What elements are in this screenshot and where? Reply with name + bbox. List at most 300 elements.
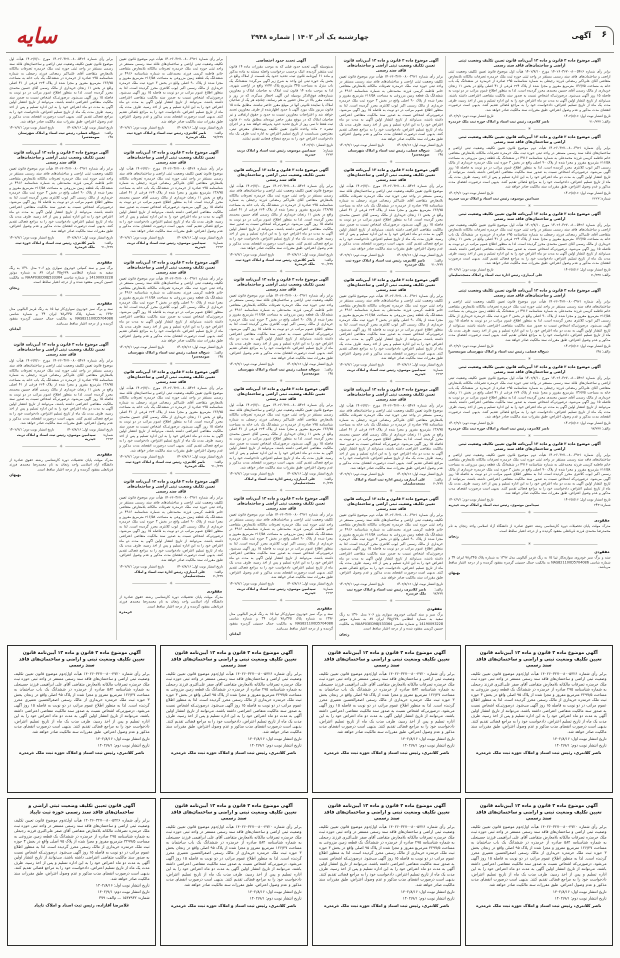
reference-number: م‌الف: ۱۴۵ [104, 131, 114, 140]
publish-date-second: تاریخ انتشار نوبت دوم: ۱۴۰۲/۹/۱ [448, 420, 494, 425]
article-body: برابر رأی شماره ۱۴۰۲۶۰۳۲۷۰۰۸۰۰۳۹۲۱ هیأت دوم موضوع قانون تعیین تکلیف وضعیت ثبتی اراضی و ساختمان‌های فاقد سند رسمی مستقر در واحد ثبتی حوزه ثبت ملک خرمدره تصرفات مالکانه بلامعارض متقاضی خانم فاطمه کریمی فرزند محمدعلی به شماره شناسنامه ۴۹۱۶ در ششدانگ یک قطعه زمین مزروعی به مساحت ۲۱۶/۵۸ مترمربع مفروز و مجزا شده از پلاک ۹۰ اصلی واقع در بخش ۳ حوزه ثبت ملک خرمدره خریداری از مالک رسمی اکبر ایوب کلانتری محرز گردیده است. لذا به منظور اطلاع عموم مراتب در دو نوبت به فاصله ۱۵ روز آگهی می‌شود. درصورتی‌که اشخاص نسبت به صدور سند مالکیت متقاضی اعتراضی داشته باشند، می‌توانند از تاریخ انتشار اولین آگهی به مدت دو ماه اعتراض خود را به این اداره تسلیم و پس از اخذ رسید، ظرف مدت یک ماه از تاریخ تسلیم اعتراض، دادخواست خود را به مراجع قضائی تقدیم کنند. بدیهی است درصورت انقضای مدت مذکور و عدم وصول اعتراض، طبق مقررات سند مالکیت صادر خواهد شد. [119, 495, 224, 562]
divider-ornament-icon: ✳ [388, 159, 393, 165]
divider-line [66, 446, 101, 447]
publish-dates [339, 582, 443, 586]
divider-ornament-icon: ✳ [527, 203, 532, 208]
reference-number: شماره: ۲۲۲۳ [432, 367, 443, 376]
article-divider [462, 127, 598, 131]
divider-line [242, 162, 277, 163]
reference-number: م‌الف: ۷۰/۲۳۷ [432, 477, 443, 486]
publish-dates [449, 344, 611, 348]
ad-box [465, 798, 614, 946]
publish-dates [229, 472, 333, 476]
publish-date-single [229, 143, 333, 147]
ad-box [7, 645, 156, 793]
publish-date-second: تاریخ انتشار نوبت دوم: ۱۴۰۲/۹/۱ [448, 114, 494, 119]
article-body: برابر رأی شماره ۱۴۰۲۶۰۳۲۷۰۰۸۰۰۳۹۲۱ هیأت دوم موضوع قانون تعیین تکلیف وضعیت ثبتی اراضی و ساختمان‌های فاقد سند رسمی مستقر در واحد ثبتی حوزه ثبت ملک خرمدره تصرفات مالکانه بلامعارض متقاضی خانم فاطمه کریمی فرزند محمدعلی به شماره شناسنامه ۴۹۱۶ در ششدانگ یک قطعه زمین مزروعی به مساحت ۲۱۶/۵۸ مترمربع مفروز و مجزا شده از پلاک ۹۰ اصلی واقع در بخش ۳ حوزه ثبت ملک خرمدره خریداری از مالک رسمی اکبر ایوب کلانتری محرز گردیده است. لذا به منظور اطلاع عموم مراتب در دو نوبت به فاصله ۱۵ روز آگهی می‌شود. درصورتی‌که اشخاص نسبت به صدور سند مالکیت متقاضی اعتراضی داشته باشند، می‌توانند از تاریخ انتشار اولین آگهی به مدت دو ماه اعتراض خود را به این اداره تسلیم و پس از اخذ رسید، ظرف مدت یک ماه از تاریخ تسلیم اعتراض، دادخواست خود را به مراجع قضائی تقدیم کنند. بدیهی است درصورت انقضای مدت مذکور و عدم وصول اعتراض، طبق مقررات سند مالکیت صادر خواهد شد. [229, 293, 333, 360]
article-body: برابر رأی شماره ۱۴۰۲۶۰۳۲۷۰۰۸۰۰۵۴۲۶ مورخ ۱۴۰۲/۷/۱۰ هیأت اول موضوع قانون تعیین تکلیف وضعیت ثبتی اراضی و ساختمان‌های فاقد سند رسمی مستقر در واحد ثبتی حوزه ثبت ملک خرمدره تصرفات مالکانه بلامعارض متقاضی آقای علی‌اکبر رمضانی فرزند رجبعلی به شماره شناسنامه ۲۹۵ صادره از خرمدره در ششدانگ یک باب خانه به مساحت ۱۳۶/۷۵ مترمربع مفروز و مجزا شده از پلاک ۲۲۴ فرعی از ۴۱ اصلی واقع در بخش ۱۱ زنجان خریداری از مالک رسمی آقای حسین محمدی محرز گردیده است. لذا به منظور اطلاع عموم مراتب در دو نوبت به فاصله ۱۵ روز آگهی می‌شود. درصورتی‌که اشخاص نسبت به صدور سند مالکیت متقاضی اعتراضی داشته باشند، می‌توانند از تاریخ انتشار اولین آگهی به مدت دو ماه اعتراض خود را به این اداره تسلیم و پس از اخذ رسید، ظرف مدت یک ماه از تاریخ تسلیم اعتراض، دادخواست خود را به مراجع قضائی تقدیم کنند. بدیهی است درصورت انقضای مدت مذکور و عدم وصول اعتراض، طبق مقررات سند مالکیت صادر خواهد شد. [448, 222, 611, 266]
divider-line [132, 144, 167, 145]
publish-date-first: تاریخ انتشار نوبت اول: ۱۴۰۲/۸/۱۶ [286, 471, 333, 476]
divider-ornament-icon: ✳ [59, 251, 64, 257]
ad-box-inner [466, 799, 613, 912]
lost-notice-city: زنجان [448, 534, 459, 539]
reference-number: م‌الف: ۱۴۵ [434, 148, 443, 157]
divider-line [534, 512, 598, 513]
publish-date-first: تاریخ انتشار نوبت اول: ۱۴۰۲/۸/۱۶ [66, 235, 114, 240]
article-body: برابر رأی شماره ۱۴۰۲۶۰۳۲۷۰۰۸۰۰۳۹۲۱ هیأت دوم موضوع قانون تعیین تکلیف وضعیت ثبتی اراضی و ساختمان‌های فاقد سند رسمی مستقر در واحد ثبتی حوزه ثبت ملک خرمدره تصرفات مالکانه بلامعارض متقاضی خانم فاطمه کریمی فرزند محمدعلی به شماره شناسنامه ۴۹۱۶ در ششدانگ یک قطعه زمین مزروعی به مساحت ۲۱۶/۵۸ مترمربع مفروز و مجزا شده از پلاک ۹۰ اصلی واقع در بخش ۳ حوزه ثبت ملک خرمدره خریداری از مالک رسمی اکبر ایوب کلانتری محرز گردیده است. لذا به منظور اطلاع عموم مراتب در دو نوبت به فاصله ۱۵ روز آگهی می‌شود. درصورتی‌که اشخاص نسبت به صدور سند مالکیت متقاضی اعتراضی داشته باشند، می‌توانند از تاریخ انتشار اولین آگهی به مدت دو ماه اعتراض خود را به این اداره تسلیم و پس از اخذ رسید، ظرف مدت یک ماه از تاریخ تسلیم اعتراض، دادخواست خود را به مراجع قضائی تقدیم کنند. بدیهی است درصورت انقضای مدت مذکور و عدم وصول اعتراض، طبق مقررات سند مالکیت صادر خواهد شد. [338, 513, 443, 580]
article-signature: ذبیح‌اله فضلی، رئیس ثبت اسناد و املاک شهرستان صومعه‌سرا [237, 367, 320, 376]
reference-number: شماره: ۲۲۲۳ [103, 432, 114, 441]
article-item [449, 365, 611, 431]
article-title: آگهی موضوع ماده ۳ قانون و ماده ۱۳ آیین‌نامه قانون تعیین تکلیف وضعیت ثبتی اراضی و ساختمان‌های فاقد سند رسمی [123, 259, 219, 275]
divider-line [22, 254, 57, 255]
divider-line [175, 473, 210, 474]
publish-date-second: تاریخ انتشار نوبت دوم: ۱۴۰۲/۹/۱ [9, 125, 55, 130]
publish-date-first: تاریخ انتشار نوبت اول: ۱۴۰۲/۸/۱۶ [563, 497, 611, 502]
reference-number: م‌الف: ۹۷/۲۳۷ [590, 426, 611, 431]
article-signature-row [339, 258, 443, 266]
publish-date-second: تاریخ انتشار نوبت دوم: ۱۴۰۲/۹/۱ [9, 427, 55, 432]
box-body: برابر رأی شماره ۱۴۰۲۶۰۳۲۷۰۰۸۰۰۴۷۲۰ هیأت اول/دوم موضوع قانون تعیین تکلیف وضعیت ثبتی اراضی و ساختمان‌های فاقد سند رسمی مستقر در واحد ثبتی حوزه ثبت ملک خرمدره تصرفات مالکانه بلامعارض متقاضی آقای علی ابراهیمی فرزند حسینعلی به شماره شناسنامه ۵۸۴ صادره از خرمدره در ششدانگ یک باب ساختمان به مساحت ۱۲۶/۴۷ مترمربع مفروز و مجزا شده از پلاک ۹۵ اصلی واقع در زنجان بخش ۳ حوزه ثبت ملک خرمدره خریداری از مالک رسمی اصغرالحسین تعمیری محرز گردیده است. لذا به منظور اطلاع عموم مراتب در دو نوبت به فاصله ۱۵ روز آگهی می‌شود. درصورتی‌که اشخاص نسبت به صدور سند مالکیت متقاضی اعتراضی داشته باشند، می‌توانند از تاریخ انتشار اولین آگهی به مدت دو ماه اعتراض خود را به این اداره تسلیم و پس از اخذ رسید، ظرف مدت یک ماه از تاریخ تسلیم اعتراض، دادخواست خود را به مراجع قضائی تقدیم کنند. بدیهی است درصورت انقضای مدت مذکور و عدم وصول اعتراض، طبق مقررات سند مالکیت صادر خواهد شد. [471, 824, 607, 888]
article-item [449, 550, 611, 575]
reference-number: م‌الف: ۱۴۵ [214, 350, 223, 359]
publish-dates [119, 345, 223, 349]
article-item [339, 58, 443, 157]
publish-dates [449, 268, 611, 272]
article-body: سند و برگ سبز خودروی سواری‌کار تیبا ۱۵ به رنگ قرمز آلبالویی مدل ۱۳۹۲ به شماره پلاک ۳۴۵م۷۸ ایران ۳۴ و شماره شاسی NAS821100D5704086 به مالکیت جمال حسینی گردیزه مفقود گردیده و از درجه اعتبار ساقط می‌باشد. [9, 307, 114, 326]
article-title: مفقودی [97, 301, 113, 306]
article-item [229, 496, 333, 595]
article-title: آگهی موضوع ماده ۳ قانون و ماده ۱۳ آیین‌نامه قانون تعیین تکلیف وضعیت ثبتی اراضی و ساختمان‌های فاقد سند رسمی [458, 211, 601, 221]
lost-notice-city: زنجان [9, 286, 20, 290]
publish-dates [229, 362, 333, 366]
publish-date-first: تاریخ انتشار نوبت اول: ۱۴۰۲/۸/۱۶ [563, 344, 611, 349]
article-item [339, 277, 443, 376]
publish-dates [449, 421, 611, 425]
divider-line [461, 282, 525, 283]
divider-ornament-icon: ✳ [169, 471, 173, 476]
article-body: برابر رأی شماره ۱۴۰۲۶۰۳۲۷۰۰۸۰۰۵۴۲۶ مورخ ۱۴۰۲/۷/۱۰ هیأت اول موضوع قانون تعیین تکلیف وضعیت ثبتی اراضی و ساختمان‌های فاقد سند رسمی مستقر در واحد ثبتی حوزه ثبت ملک خرمدره تصرفات مالکانه بلامعارض متقاضی آقای علی‌اکبر رمضانی فرزند رجبعلی به شماره شناسنامه ۲۹۵ صادره از خرمدره در ششدانگ یک باب خانه به مساحت ۱۳۶/۷۵ مترمربع مفروز و مجزا شده از پلاک ۲۲۴ فرعی از ۴۱ اصلی واقع در بخش ۱۱ زنجان خریداری از مالک رسمی آقای حسین محمدی محرز گردیده است. لذا به منظور اطلاع عموم مراتب در دو نوبت به فاصله ۱۵ روز آگهی می‌شود. درصورتی‌که اشخاص نسبت به صدور سند مالکیت متقاضی اعتراضی داشته باشند، می‌توانند از تاریخ انتشار اولین آگهی به مدت دو ماه اعتراض خود را به این اداره تسلیم و پس از اخذ رسید، ظرف مدت یک ماه از تاریخ تسلیم اعتراض، دادخواست خود را به مراجع قضائی تقدیم کنند. بدیهی است درصورت انقضای مدت مذکور و عدم وصول اعتراض، طبق مقررات سند مالکیت صادر خواهد شد. [119, 166, 224, 234]
article-body: برابر رأی شماره ۱۴۰۲۶۰۳۲۷۰۰۸۰۰۳۹۲۱ هیأت دوم موضوع قانون تعیین تکلیف وضعیت ثبتی اراضی و ساختمان‌های فاقد سند رسمی مستقر در واحد ثبتی حوزه ثبت ملک خرمدره تصرفات مالکانه بلامعارض متقاضی خانم فاطمه کریمی فرزند محمدعلی به شماره شناسنامه ۴۹۱۶ در ششدانگ یک قطعه زمین مزروعی به مساحت ۲۱۶/۵۸ مترمربع مفروز و مجزا شده از پلاک ۹۰ اصلی واقع در بخش ۳ حوزه ثبت ملک خرمدره خریداری از مالک رسمی اکبر ایوب کلانتری محرز گردیده است. لذا به منظور اطلاع عموم مراتب در دو نوبت به فاصله ۱۵ روز آگهی می‌شود. درصورتی‌که اشخاص نسبت به صدور سند مالکیت متقاضی اعتراضی داشته باشند، می‌توانند از تاریخ انتشار اولین آگهی به مدت دو ماه اعتراض خود را به این اداره تسلیم و پس از اخذ رسید، ظرف مدت یک ماه از تاریخ تسلیم اعتراض، دادخواست خود را به مراجع قضائی تقدیم کنند. بدیهی است درصورت انقضای مدت مذکور و عدم وصول اعتراض، طبق مقررات سند مالکیت صادر خواهد شد. [119, 57, 224, 124]
page-section-label: آگهی [571, 31, 591, 40]
publish-dates [449, 114, 611, 118]
article-item [119, 369, 223, 468]
article-title: آگهی موضوع ماده ۳ قانون و ماده ۱۳ آیین‌نامه قانون تعیین تکلیف وضعیت ثبتی اراضی و ساختمان‌های فاقد سند رسمی [233, 167, 329, 182]
publish-date-second: تاریخ انتشار نوبت دوم: ۱۴۰۲/۹/۱ [338, 472, 384, 477]
publish-date-first: تاریخ انتشار نوبت اول: ۱۴۰۲/۸/۱۶ [395, 252, 443, 257]
article-title: مفقودی [97, 451, 113, 457]
divider-line [461, 359, 525, 360]
news-column-inner [227, 56, 336, 636]
article-signature: ناصر کلانتری، رئیس ثبت اسناد و املاک حوزه ثبت ملک خرمدره [346, 587, 426, 596]
article-title: آگهی موضوع ماده ۳ قانون و ماده ۱۳ آیین‌نامه قانون تعیین تکلیف وضعیت ثبتی اراضی و ساختمان‌های فاقد سند رسمی [458, 58, 601, 68]
article-signature-row [449, 350, 611, 354]
article-signature: ناصر کلانتری، رئیس ثبت اسناد و املاک حوزه ثبت ملک خرمدره [448, 426, 550, 431]
news-column [116, 56, 226, 640]
page-header [0, 0, 620, 52]
divider-line [395, 162, 430, 163]
divider-ornament-icon: ✳ [59, 443, 64, 449]
divider-line [534, 359, 598, 360]
divider-line [242, 600, 277, 601]
divider-ornament-icon: ✳ [527, 433, 532, 438]
article-divider [23, 444, 101, 448]
article-divider [132, 472, 210, 476]
box-publish-date-second: تاریخ انتشار نوبت دوم: ۱۴۰۲/۹/۱ [554, 895, 607, 901]
article-signature: ناصر کلانتری، رئیس ثبت اسناد و املاک حوزه ثبت ملک خرمدره [235, 257, 315, 266]
publish-dates [449, 191, 611, 195]
divider-line [285, 381, 320, 382]
publish-dates [119, 235, 223, 239]
article-body: برابر رأی شماره ۱۴۰۲۶۰۳۲۷۰۰۸۰۰۳۹۲۱ هیأت دوم موضوع قانون تعیین تکلیف وضعیت ثبتی اراضی و ساختمان‌های فاقد سند رسمی مستقر در واحد ثبتی حوزه ثبت ملک خرمدره تصرفات مالکانه بلامعارض متقاضی خانم فاطمه کریمی فرزند محمدعلی به شماره شناسنامه ۴۹۱۶ در ششدانگ یک قطعه زمین مزروعی به مساحت ۲۱۶/۵۸ مترمربع مفروز و مجزا شده از پلاک ۹۰ اصلی واقع در بخش ۳ حوزه ثبت ملک خرمدره خریداری از مالک رسمی اکبر ایوب کلانتری محرز گردیده است. لذا به منظور اطلاع عموم مراتب در دو نوبت به فاصله ۱۵ روز آگهی می‌شود. درصورتی‌که اشخاص نسبت به صدور سند مالکیت متقاضی اعتراضی داشته باشند، می‌توانند از تاریخ انتشار اولین آگهی به مدت دو ماه اعتراض خود را به این اداره تسلیم و پس از اخذ رسید، ظرف مدت یک ماه از تاریخ تسلیم اعتراض، دادخواست خود را به مراجع قضائی تقدیم کنند. بدیهی است درصورت انقضای مدت مذکور و عدم وصول اعتراض، طبق مقررات سند مالکیت صادر خواهد شد. [338, 293, 443, 361]
article-body: برابر رأی شماره ۱۴۰۲۶۰۳۲۷۰۰۸۰۰۳۹۲۱ هیأت دوم موضوع قانون تعیین تکلیف وضعیت ثبتی اراضی و ساختمان‌های فاقد سند رسمی مستقر در واحد ثبتی حوزه ثبت ملک خرمدره تصرفات مالکانه بلامعارض متقاضی خانم فاطمه کریمی فرزند محمدعلی به شماره شناسنامه ۴۹۱۶ در ششدانگ یک قطعه زمین مزروعی به مساحت ۲۱۶/۵۸ مترمربع مفروز و مجزا شده از پلاک ۹۰ اصلی واقع در بخش ۳ حوزه ثبت ملک خرمدره خریداری از مالک رسمی اکبر ایوب کلانتری محرز گردیده است. لذا به منظور اطلاع عموم مراتب در دو نوبت به فاصله ۱۵ روز آگهی می‌شود. درصورتی‌که اشخاص نسبت به صدور سند مالکیت متقاضی اعتراضی داشته باشند، می‌توانند از تاریخ انتشار اولین آگهی به مدت دو ماه اعتراض خود را به این اداره تسلیم و پس از اخذ رسید، ظرف مدت یک ماه از تاریخ تسلیم اعتراض، دادخواست خود را به مراجع قضائی تقدیم کنند. بدیهی است درصورت انقضای مدت مذکور و عدم وصول اعتراض، طبق مقررات سند مالکیت صادر خواهد شد. [9, 166, 114, 234]
article-title: آگهی موضوع ماده ۳ قانون و ماده ۱۳ آیین‌نامه قانون تعیین تکلیف وضعیت ثبتی اراضی و ساختمان‌های فاقد سند رسمی [233, 496, 329, 511]
article-item [339, 606, 443, 636]
box-title: آگهی موضوع ماده ۳ قانون و ماده ۱۳ آیین‌نامه قانون تعیین تکلیف وضعیت ثبتی و اراضی و ساختمان‌های فاقد سند رسمی [475, 803, 602, 821]
divider-line [534, 544, 598, 545]
article-signature: علی آب‌یاری، رئیس اداره ثبت اسناد و املاک مسجدسلیمان [134, 569, 206, 578]
box-signature: غلامرضا آقازاده، رئیس ثبت اسناد و املاک تایباد [33, 902, 129, 908]
article-divider [23, 143, 101, 147]
divider-ornament-icon: ✳ [279, 488, 283, 493]
reference-number: شماره: ۲۲۲۳ [322, 586, 333, 595]
article-signature: ذبیح‌اله فضلی، رئیس ثبت اسناد و املاک شهرستان صومعه‌سرا [18, 131, 100, 140]
divider-line [285, 162, 320, 163]
reference-number: شماره: ۲۲۲۳ [592, 196, 611, 201]
article-item [119, 150, 223, 249]
article-divider [462, 281, 598, 285]
divider-ornament-icon: ✳ [59, 334, 64, 339]
box-body: برابر رأی شماره ۱۴۰۲۶۰۳۲۷۰۰۸۰۰۴۷۲۰ هیأت اول/دوم موضوع قانون تعیین تکلیف وضعیت ثبتی اراضی و ساختمان‌های فاقد سند رسمی مستقر در واحد ثبتی حوزه ثبت ملک خرمدره تصرفات مالکانه بلامعارض متقاضی آقای علی ابراهیمی فرزند حسینعلی به شماره شناسنامه ۵۸۴ صادره از خرمدره در ششدانگ یک باب ساختمان به مساحت ۱۲۶/۴۷ مترمربع مفروز و مجزا شده از پلاک ۹۵ اصلی واقع در زنجان بخش ۳ حوزه ثبت ملک خرمدره خریداری از مالک رسمی اصغرالحسین تعمیری محرز گردیده است. لذا به منظور اطلاع عموم مراتب در دو نوبت به فاصله ۱۵ روز آگهی می‌شود. درصورتی‌که اشخاص نسبت به صدور سند مالکیت متقاضی اعتراضی داشته باشند، می‌توانند از تاریخ انتشار اولین آگهی به مدت دو ماه اعتراض خود را به این اداره تسلیم و پس از اخذ رسید، ظرف مدت یک ماه از تاریخ تسلیم اعتراض، دادخواست خود را به مراجع قضائی تقدیم کنند. بدیهی است درصورت انقضای مدت مذکور و عدم وصول اعتراض، طبق مقررات سند مالکیت صادر خواهد شد. [13, 671, 150, 735]
divider-ornament-icon: ✳ [527, 541, 532, 547]
ad-box-inner [8, 646, 155, 759]
divider-ornament-icon: ✳ [388, 488, 393, 494]
publish-dates [339, 362, 443, 366]
article-item [10, 57, 114, 139]
box-body: برابر رأی شماره ۱۴۰۲۶۰۳۲۷۰۰۸۰۰۵۴۲۶ هیأت اول/دوم موضوع قانون تعیین تکلیف وضعیت ثبتی اراضی و ساختمان‌های فاقد سند رسمی مستقر در واحد ثبتی حوزه ثبت ملک خرمدره تصرفات مالکانه بلامعارض متقاضی آقای صفر علی‌اکبری فرزند رجبعلی به شماره شناسنامه ۲۹۵ صادره از خرمدره در ششدانگ یک قطعه زمین مزروعی به مساحت ۴۲۹۷/۵ مترمربع مفروز و مجزا شده از پلاک ۹۵ اصلی واقع در بخش ۳ حوزه ثبت ملک خرمدره خریداری از مالک رسمی محرز گردیده است. لذا به منظور اطلاع عموم مراتب در دو نوبت به فاصله ۱۵ روز آگهی می‌شود. درصورتی‌که اشخاص نسبت به صدور سند مالکیت متقاضی اعتراضی داشته باشند، می‌توانند از تاریخ انتشار اولین آگهی به مدت دو ماه اعتراض خود را به این اداره تسلیم و پس از اخذ رسید، ظرف مدت یک ماه از تاریخ تسلیم اعتراض، دادخواست خود را به مراجع قضائی تقدیم کنند. بدیهی است درصورت انقضای مدت مذکور و عدم وصول اعتراض، طبق مقررات سند مالکیت صادر خواهد شد. [318, 824, 455, 888]
article-divider [23, 252, 101, 256]
publish-date-second: تاریخ انتشار نوبت دوم: ۱۴۰۲/۹/۱ [119, 454, 165, 459]
publish-date-first: تاریخ انتشار نوبت اول: ۱۴۰۲/۸/۱۶ [395, 362, 443, 367]
box-title: آگهی موضوع ماده ۳ قانون و ماده ۱۳ آیین‌نامه قانون تعیین تکلیف وضعیت ثبتی و اراضی و ساختمان‌های فاقد سند رسمی [323, 650, 450, 668]
article-title: آگهی موضوع ماده ۳ قانون و ماده ۱۳ آیین‌نامه قانون تعیین تکلیف وضعیت ثبتی اراضی و ساختمان‌های فاقد سند رسمی [343, 277, 439, 292]
article-signature-row [119, 131, 223, 139]
article-signature-row [449, 196, 611, 200]
divider-line [461, 129, 525, 130]
article-signature: علی آب‌یاری، رئیس اداره ثبت اسناد و املاک مسجدسلیمان [244, 477, 315, 486]
box-body: برابر رأی شماره ۱۴۰۲۶۰۳۲۷۰۰۸۰۰۵۴۲۶ هیأت اول/دوم موضوع قانون تعیین تکلیف وضعیت ثبتی اراضی و ساختمان‌های فاقد سند رسمی مستقر در واحد ثبتی حوزه ثبت ملک خرمدره تصرفات مالکانه بلامعارض متقاضی آقای صفر علی‌اکبری فرزند رجبعلی به شماره شناسنامه ۲۹۵ صادره از خرمدره در ششدانگ یک قطعه زمین مزروعی به مساحت ۴۲۹۷/۵ مترمربع مفروز و مجزا شده از پلاک ۹۵ اصلی واقع در بخش ۳ حوزه ثبت ملک خرمدره خریداری از مالک رسمی محرز گردیده است. لذا به منظور اطلاع عموم مراتب در دو نوبت به فاصله ۱۵ روز آگهی می‌شود. درصورتی‌که اشخاص نسبت به صدور سند مالکیت متقاضی اعتراضی داشته باشند، می‌توانند از تاریخ انتشار اولین آگهی به مدت دو ماه اعتراض خود را به این اداره تسلیم و پس از اخذ رسید، ظرف مدت یک ماه از تاریخ تسلیم اعتراض، دادخواست خود را به مراجع قضائی تقدیم کنند. بدیهی است درصورت انقضای مدت مذکور و عدم وصول اعتراض، طبق مقررات سند مالکیت صادر خواهد شد. [13, 818, 150, 881]
publish-dates [119, 126, 223, 130]
divider-line [66, 144, 101, 145]
publish-dates [339, 143, 443, 147]
divider-line [22, 446, 57, 447]
divider-line [175, 364, 210, 365]
article-signature-row [449, 503, 611, 507]
article-body: برابر رأی شماره ۱۴۰۲۶۰۳۲۷۰۰۸۰۰۵۴۲۶ مورخ ۱۴۰۲/۷/۱۰ هیأت اول موضوع قانون تعیین تکلیف وضعیت ثبتی اراضی و ساختمان‌های فاقد سند رسمی مستقر در واحد ثبتی حوزه ثبت ملک خرمدره تصرفات مالکانه بلامعارض متقاضی آقای علی‌اکبر رمضانی فرزند رجبعلی به شماره شناسنامه ۲۹۵ صادره از خرمدره در ششدانگ یک باب خانه به مساحت ۱۳۶/۷۵ مترمربع مفروز و مجزا شده از پلاک ۲۲۴ فرعی از ۴۱ اصلی واقع در بخش ۱۱ زنجان خریداری از مالک رسمی آقای حسین محمدی محرز گردیده است. لذا به منظور اطلاع عموم مراتب در دو نوبت به فاصله ۱۵ روز آگهی می‌شود. درصورتی‌که اشخاص نسبت به صدور سند مالکیت متقاضی اعتراضی داشته باشند، می‌توانند از تاریخ انتشار اولین آگهی به مدت دو ماه اعتراض خود را به این اداره تسلیم و پس از اخذ رسید، ظرف مدت یک ماه از تاریخ تسلیم اعتراض، دادخواست خود را به مراجع قضائی تقدیم کنند. بدیهی است درصورت انقضای مدت مذکور و عدم وصول اعتراض، طبق مقررات سند مالکیت صادر خواهد شد. [338, 403, 443, 470]
article-item [10, 452, 114, 477]
reference-number: م‌الف: ۱۴۵ [595, 349, 611, 354]
article-body: برابر رأی شماره ۱۴۰۲۶۰۳۲۷۰۰۸۰۰۳۹۲۱ هیأت دوم موضوع قانون تعیین تکلیف وضعیت ثبتی اراضی و ساختمان‌های فاقد سند رسمی مستقر در واحد ثبتی حوزه ثبت ملک خرمدره تصرفات مالکانه بلامعارض متقاضی خانم فاطمه کریمی فرزند محمدعلی به شماره شناسنامه ۴۹۱۶ در ششدانگ یک قطعه زمین مزروعی به مساحت ۲۱۶/۵۸ مترمربع مفروز و مجزا شده از پلاک ۹۰ اصلی واقع در بخش ۳ حوزه ثبت ملک خرمدره خریداری از مالک رسمی اکبر ایوب کلانتری محرز گردیده است. لذا به منظور اطلاع عموم مراتب در دو نوبت به فاصله ۱۵ روز آگهی می‌شود. درصورتی‌که اشخاص نسبت به صدور سند مالکیت متقاضی اعتراضی داشته باشند، می‌توانند از تاریخ انتشار اولین آگهی به مدت دو ماه اعتراض خود را به این اداره تسلیم و پس از اخذ رسید، ظرف مدت یک ماه از تاریخ تسلیم اعتراض، دادخواست خود را به مراجع قضائی تقدیم کنند. بدیهی است درصورت انقضای مدت مذکور و عدم وصول اعتراض، طبق مقررات سند مالکیت صادر خواهد شد. [119, 276, 224, 343]
divider-line [395, 272, 430, 273]
article-divider [132, 581, 210, 585]
ad-box-inner [466, 646, 613, 759]
divider-line [534, 436, 598, 437]
article-body: برگ سبز و سند کمپانی خودروی سواری پژو ۲۰۶ مدل ۱۳۹۰ به رنگ سفید به شماره انتظامی ۶۷۸ج۴۵ ایران ۸۷ به شماره موتور 14190093228 و شماره شاسی NAAP03ED9BJ533364 به مالکیت حسین کریمی مفقود شده و از درجه اعتبار ساقط است. [9, 265, 114, 285]
article-signature: سیدامین موسوی، رئیس ثبت اسناد و املاک تربت حیدریه [126, 240, 206, 249]
article-divider [23, 335, 101, 339]
divider-line [22, 295, 57, 296]
article-item [449, 135, 611, 201]
article-title: آگهی موضوع ماده ۳ قانون و ماده ۱۳ آیین‌نامه قانون تعیین تکلیف وضعیت ثبتی اراضی و ساختمان‌های فاقد سند رسمی [233, 386, 329, 402]
article-body: مدرک موقت پایان تحصیلات دوره کارشناسی رشته حقوق صادره از دانشگاه آزاد اسلامی واحد زنجان به نام محمدرضا محمدی فرزند قربانعلی مفقود گردیده و از درجه اعتبار ساقط است. [119, 594, 223, 609]
article-title: مفقودی [594, 549, 610, 555]
publish-date-first: تاریخ انتشار نوبت اول: ۱۴۰۲/۸/۱۶ [286, 252, 333, 257]
ad-box-inner [8, 799, 155, 912]
box-reference-number: شماره: ۱۵۴۷۹۳۲ — م‌الف: ۳۷۹ [98, 895, 149, 901]
article-item [449, 211, 611, 277]
box-publish-date-second: تاریخ انتشار نوبت دوم: ۱۴۰۲/۹/۱ [97, 742, 149, 748]
article-item [229, 387, 333, 486]
article-divider [23, 294, 101, 298]
article-item [10, 301, 114, 331]
divider-line [461, 512, 525, 513]
article-item [10, 342, 114, 441]
publish-dates [119, 455, 223, 459]
article-item [449, 518, 611, 539]
article-body: برابر رأی شماره ۱۴۰۲۶۰۳۲۷۰۰۸۰۰۵۴۲۶ مورخ ۱۴۰۲/۷/۱۰ هیأت اول موضوع قانون تعیین تکلیف وضعیت ثبتی اراضی و ساختمان‌های فاقد سند رسمی مستقر در واحد ثبتی حوزه ثبت ملک خرمدره تصرفات مالکانه بلامعارض متقاضی آقای علی‌اکبر رمضانی فرزند رجبعلی به شماره شناسنامه ۲۹۵ صادره از خرمدره در ششدانگ یک باب خانه به مساحت ۱۳۶/۷۵ مترمربع مفروز و مجزا شده از پلاک ۲۲۴ فرعی از ۴۱ اصلی واقع در بخش ۱۱ زنجان خریداری از مالک رسمی آقای حسین محمدی محرز گردیده است. لذا به منظور اطلاع عموم مراتب در دو نوبت به فاصله ۱۵ روز آگهی می‌شود. درصورتی‌که اشخاص نسبت به صدور سند مالکیت متقاضی اعتراضی داشته باشند، می‌توانند از تاریخ انتشار اولین آگهی به مدت دو ماه اعتراض خود را به این اداره تسلیم و پس از اخذ رسید، ظرف مدت یک ماه از تاریخ تسلیم اعتراض، دادخواست خود را به مراجع قضائی تقدیم کنند. بدیهی است درصورت انقضای مدت مذکور و عدم وصول اعتراض، طبق مقررات سند مالکیت صادر خواهد شد. [119, 385, 224, 453]
box-title: آگهی موضوع ماده ۳ قانون و ماده ۱۳ آیین‌نامه قانون تعیین تکلیف وضعیت ثبتی و اراضی و ساختمان‌های فاقد سند رسمی [170, 803, 297, 821]
article-title: آگهی موضوع ماده ۳ قانون و ماده ۱۳ آیین‌نامه قانون تعیین تکلیف وضعیت ثبتی اراضی و ساختمان‌های فاقد سند رسمی [343, 496, 439, 512]
divider-ornament-icon: ✳ [527, 510, 532, 515]
divider-line [534, 129, 598, 130]
article-signature: ذبیح‌اله فضلی، رئیس ثبت اسناد و املاک شهرستان صومعه‌سرا [347, 148, 430, 157]
box-publish-date-second: تاریخ انتشار نوبت دوم: ۱۴۰۲/۹/۱ [249, 742, 302, 748]
divider-line [352, 162, 387, 163]
divider-line [175, 254, 210, 255]
article-signature-row [339, 149, 443, 157]
box-publish-date-first: تاریخ انتشار نوبت اول: ۱۴۰۲/۸/۱۶ [95, 736, 149, 741]
article-body: برابر رأی شماره ۱۴۰۲۶۰۳۲۷۰۰۸۰۰۳۹۲۱ هیأت دوم موضوع قانون تعیین تکلیف وضعیت ثبتی اراضی و ساختمان‌های فاقد سند رسمی مستقر در واحد ثبتی حوزه ثبت ملک خرمدره تصرفات مالکانه بلامعارض متقاضی خانم فاطمه کریمی فرزند محمدعلی به شماره شناسنامه ۴۹۱۶ در ششدانگ یک قطعه زمین مزروعی به مساحت ۲۱۶/۵۸ مترمربع مفروز و مجزا شده از پلاک ۹۰ اصلی واقع در بخش ۳ حوزه ثبت ملک خرمدره خریداری از مالک رسمی اکبر ایوب کلانتری محرز گردیده است. لذا به منظور اطلاع عموم مراتب در دو نوبت به فاصله ۱۵ روز آگهی می‌شود. درصورتی‌که اشخاص نسبت به صدور سند مالکیت متقاضی اعتراضی داشته باشند، می‌توانند از تاریخ انتشار اولین آگهی به مدت دو ماه اعتراض خود را به این اداره تسلیم و پس از اخذ رسید، ظرف مدت یک ماه از تاریخ تسلیم اعتراض، دادخواست خود را به مراجع قضائی تقدیم کنند. بدیهی است درصورت انقضای مدت مذکور و عدم وصول اعتراض، طبق مقررات سند مالکیت صادر خواهد شد. [448, 452, 611, 496]
article-divider [352, 489, 430, 493]
article-signature: سیدامین موسوی، رئیس ثبت اسناد و املاک تربت حیدریه [448, 196, 540, 201]
article-item [229, 58, 333, 156]
article-signature-row [10, 131, 114, 139]
divider-line [132, 254, 167, 255]
article-signature-row [10, 241, 114, 249]
article-title: آگهی موضوع ماده ۳ قانون و ماده ۱۳ آیین‌نامه قانون تعیین تکلیف وضعیت ثبتی اراضی و ساختمان‌های فاقد سند رسمی [343, 58, 439, 73]
publish-date-second: تاریخ انتشار نوبت دوم: ۱۴۰۲/۹/۱ [338, 143, 384, 148]
article-divider [132, 252, 210, 256]
article-body: سند و برگ سبز خودروی سواری‌کار تیبا ۱۵ به رنگ قرمز آلبالویی مدل ۱۳۹۲ به شماره پلاک ۳۴۵م۷۸ ایران ۳۴ و شماره شاسی NAS821100D5704086 به مالکیت جمال حسینی گردیزه مفقود گردیده و از درجه اعتبار ساقط می‌باشد. [448, 555, 611, 570]
article-signature: علی آب‌یاری، رئیس اداره ثبت اسناد و املاک مسجدسلیمان [448, 273, 543, 278]
publish-date-first: تاریخ انتشار نوبت اول: ۱۴۰۲/۸/۱۶ [286, 362, 333, 367]
publish-dates [229, 581, 333, 585]
news-column-inner [117, 56, 226, 614]
article-signature: سیدامین موسوی، رئیس ثبت اسناد و املاک تربت حیدریه [17, 432, 96, 441]
divider-line [285, 490, 320, 491]
reference-number: م‌الف: ۹۷/۲۳۷ [432, 587, 443, 596]
publish-date-first: تاریخ انتشار نوبت اول: ۱۴۰۲/۸/۱۶ [286, 581, 333, 586]
divider-ornament-icon: ✳ [169, 251, 173, 257]
news-column [445, 56, 613, 640]
article-item [339, 168, 443, 267]
article-signature: سیدامین موسوی، رئیس ثبت اسناد و املاک تربت حیدریه [346, 367, 426, 376]
article-signature-row [449, 120, 611, 124]
publish-date-second: تاریخ انتشار نوبت دوم: ۱۴۰۲/۹/۱ [229, 471, 274, 476]
box-publish-date-second: تاریخ انتشار نوبت دوم: ۱۴۰۲/۹/۱ [554, 742, 607, 748]
article-divider [132, 143, 210, 147]
reference-number: م‌الف: ۷۰/۲۳۷ [590, 273, 611, 278]
box-publish-date-first: تاریخ انتشار نوبت اول: ۱۴۰۲/۸/۱۶ [247, 889, 302, 894]
box-publish-date-first: تاریخ انتشار نوبت اول: ۱۴۰۲/۸/۱۶ [247, 736, 302, 741]
reference-number: شماره: ۲۲۲۳ [212, 240, 223, 249]
lost-notice-city: خرمدره [119, 610, 133, 615]
article-title: مفقودی [426, 606, 442, 611]
publish-dates [449, 498, 611, 502]
publish-date-first: تاریخ انتشار نوبت اول: ۱۴۰۲/۸/۱۶ [176, 235, 223, 240]
publish-dates [339, 253, 443, 257]
reference-number: م‌الف: ۷۰/۲۳۷ [322, 477, 333, 486]
article-body: سند و برگ سبز خودروی سواری‌کار تیبا ۱۵ به رنگ قرمز آلبالویی مدل ۱۳۹۲ به شماره پلاک ۳۴۵م۷۸ ایران ۳۴ و شماره شاسی NAS821100D5704086 به مالکیت جمال حسینی گردیزه مفقود گردیده و از درجه اعتبار ساقط می‌باشد. [229, 611, 333, 631]
publish-date-first: تاریخ انتشار نوبت اول: ۱۴۰۲/۸/۱۶ [395, 472, 443, 477]
divider-line [395, 381, 430, 382]
publish-date-second: تاریخ انتشار نوبت دوم: ۱۴۰۲/۹/۱ [229, 362, 274, 367]
news-column-inner [446, 56, 613, 575]
publish-date-second: تاریخ انتشار نوبت دوم: ۱۴۰۲/۹/۱ [338, 581, 384, 586]
article-title: مفقودی [206, 588, 222, 594]
article-title: آگهی تحدید حدود اختصاصی [255, 58, 306, 63]
publish-date-first: تاریخ انتشار نوبت اول: ۱۴۰۲/۸/۱۶ [176, 344, 223, 349]
publish-date-first: تاریخ انتشار نوبت اول: ۱۴۰۲/۸/۱۶ [563, 267, 611, 272]
reference-number: م‌الف: ۱۴۵ [324, 367, 333, 376]
lost-notice-city: بهبهان [9, 473, 22, 478]
article-signature: ناصر کلانتری، رئیس ثبت اسناد و املاک حوزه ثبت ملک خرمدره [15, 240, 96, 249]
publish-date-second: تاریخ انتشار نوبت دوم: ۱۴۰۲/۹/۱ [448, 267, 494, 272]
divider-line [132, 364, 167, 365]
article-divider [462, 357, 598, 361]
divider-line [132, 583, 167, 584]
publish-date-first: تاریخ انتشار نوبت اول: ۱۴۰۲/۸/۱۶ [395, 581, 443, 586]
divider-line [242, 381, 277, 382]
article-body: برابر رأی شماره ۱۴۰۲۶۰۳۲۷۰۰۸۰۰۵۴۲۶ مورخ ۱۴۰۲/۷/۱۰ هیأت اول موضوع قانون تعیین تکلیف وضعیت ثبتی اراضی و ساختمان‌های فاقد سند رسمی مستقر در واحد ثبتی حوزه ثبت ملک خرمدره تصرفات مالکانه بلامعارض متقاضی آقای علی‌اکبر رمضانی فرزند رجبعلی به شماره شناسنامه ۲۹۵ صادره از خرمدره در ششدانگ یک باب خانه به مساحت ۱۳۶/۷۵ مترمربع مفروز و مجزا شده از پلاک ۲۲۴ فرعی از ۴۱ اصلی واقع در بخش ۱۱ زنجان خریداری از مالک رسمی آقای حسین محمدی محرز گردیده است. لذا به منظور اطلاع عموم مراتب در دو نوبت به فاصله ۱۵ روز آگهی می‌شود. درصورتی‌که اشخاص نسبت به صدور سند مالکیت متقاضی اعتراضی داشته باشند، می‌توانند از تاریخ انتشار اولین آگهی به مدت دو ماه اعتراض خود را به این اداره تسلیم و پس از اخذ رسید، ظرف مدت یک ماه از تاریخ تسلیم اعتراض، دادخواست خود را به مراجع قضائی تقدیم کنند. بدیهی است درصورت انقضای مدت مذکور و عدم وصول اعتراض، طبق مقررات سند مالکیت صادر خواهد شد. [9, 358, 114, 426]
divider-ornament-icon: ✳ [59, 142, 64, 147]
article-divider [352, 379, 430, 383]
ad-box-inner [313, 799, 460, 912]
publish-date-second: تاریخ انتشار نوبت دوم: ۱۴۰۲/۹/۱ [9, 235, 55, 240]
divider-ornament-icon: ✳ [59, 293, 64, 298]
article-signature-row [10, 433, 114, 441]
article-body: برابر رأی شماره ۱۴۰۲۶۰۳۲۷۰۰۸۰۰۵۴۲۶ مورخ ۱۴۰۲/۷/۱۰ هیأت اول موضوع قانون تعیین تکلیف وضعیت ثبتی اراضی و ساختمان‌های فاقد سند رسمی مستقر در واحد ثبتی حوزه ثبت ملک خرمدره تصرفات مالکانه بلامعارض متقاضی آقای علی‌اکبر رمضانی فرزند رجبعلی به شماره شناسنامه ۲۹۵ صادره از خرمدره در ششدانگ یک باب خانه به مساحت ۱۳۶/۷۵ مترمربع مفروز و مجزا شده از پلاک ۲۲۴ فرعی از ۴۱ اصلی واقع در بخش ۱۱ زنجان خریداری از مالک رسمی آقای حسین محمدی محرز گردیده است. لذا به منظور اطلاع عموم مراتب در دو نوبت به فاصله ۱۵ روز آگهی می‌شود. درصورتی‌که اشخاص نسبت به صدور سند مالکیت متقاضی اعتراضی داشته باشند، می‌توانند از تاریخ انتشار اولین آگهی به مدت دو ماه اعتراض خود را به این اداره تسلیم و پس از اخذ رسید، ظرف مدت یک ماه از تاریخ تسلیم اعتراض، دادخواست خود را به مراجع قضائی تقدیم کنند. بدیهی است درصورت انقضای مدت مذکور و عدم وصول اعتراض، طبق مقررات سند مالکیت صادر خواهد شد. [448, 69, 611, 112]
article-body: برابر رأی شماره ۱۴۰۲۶۰۳۲۷۰۰۸۰۰۳۹۲۱ هیأت دوم موضوع قانون تعیین تکلیف وضعیت ثبتی اراضی و ساختمان‌های فاقد سند رسمی مستقر در واحد ثبتی حوزه ثبت ملک خرمدره تصرفات مالکانه بلامعارض متقاضی خانم فاطمه کریمی فرزند محمدعلی به شماره شناسنامه ۴۹۱۶ در ششدانگ یک قطعه زمین مزروعی به مساحت ۲۱۶/۵۸ مترمربع مفروز و مجزا شده از پلاک ۹۰ اصلی واقع در بخش ۳ حوزه ثبت ملک خرمدره خریداری از مالک رسمی اکبر ایوب کلانتری محرز گردیده است. لذا به منظور اطلاع عموم مراتب در دو نوبت به فاصله ۱۵ روز آگهی می‌شود. درصورتی‌که اشخاص نسبت به صدور سند مالکیت متقاضی اعتراضی داشته باشند، می‌توانند از تاریخ انتشار اولین آگهی به مدت دو ماه اعتراض خود را به این اداره تسلیم و پس از اخذ رسید، ظرف مدت یک ماه از تاریخ تسلیم اعتراض، دادخواست خود را به مراجع قضائی تقدیم کنند. بدیهی است درصورت انقضای مدت مذکور و عدم وصول اعتراض، طبق مقررات سند مالکیت صادر خواهد شد. [338, 74, 443, 141]
news-column [335, 56, 445, 640]
box-publish-date-first: تاریخ انتشار نوبت اول: ۱۴۰۲/۸/۱۶ [400, 889, 454, 894]
box-publish-date-first: تاریخ انتشار نوبت اول: ۱۴۰۲/۸/۱۶ [552, 736, 607, 741]
box-title: آگهی موضوع ماده ۳ قانون و ماده ۱۳ آیین‌نامه قانون تعیین تکلیف وضعیت ثبتی و اراضی و ساختمان‌های فاقد سند رسمی [18, 650, 145, 668]
article-signature-row [229, 477, 333, 485]
box-publish-date-second: تاریخ انتشار نوبت دوم: ۱۴۰۲/۹/۱ [402, 742, 454, 748]
box-title: آگهی موضوع ماده ۳ قانون و ماده ۱۳ آیین‌نامه قانون تعیین تکلیف وضعیت ثبتی و اراضی و ساختمان‌های فاقد سند رسمی [475, 650, 602, 668]
article-title: آگهی موضوع ماده ۳ قانون و ماده ۱۳ آیین‌نامه قانون تعیین تکلیف وضعیت ثبتی اراضی و ساختمان‌های فاقد سند رسمی [123, 369, 219, 384]
article-signature-row [339, 478, 443, 486]
divider-line [22, 336, 57, 337]
news-column [7, 56, 116, 640]
box-publish-date-second: تاریخ انتشار نوبت دوم: ۱۴۰۲/۹/۱ [402, 895, 454, 901]
publish-date-first: تاریخ انتشار نوبت اول: ۱۴۰۲/۸/۱۶ [563, 114, 611, 119]
lost-notice-city: آبدانان [9, 327, 21, 332]
publish-date-first: تاریخ انتشار نوبت اول: ۱۴۰۲/۸/۱۶ [176, 564, 223, 569]
reference-number: م‌الف: ۹۱۰/۲۳۷ [211, 460, 223, 469]
article-signature-row [119, 350, 223, 358]
article-body: برابر رأی شماره ۱۴۰۲۶۰۳۲۷۰۰۸۰۰۳۹۲۱ هیأت دوم موضوع قانون تعیین تکلیف وضعیت ثبتی اراضی و ساختمان‌های فاقد سند رسمی مستقر در واحد ثبتی حوزه ثبت ملک خرمدره تصرفات مالکانه بلامعارض متقاضی خانم فاطمه کریمی فرزند محمدعلی به شماره شناسنامه ۴۹۱۶ در ششدانگ یک قطعه زمین مزروعی به مساحت ۲۱۶/۵۸ مترمربع مفروز و مجزا شده از پلاک ۹۰ اصلی واقع در بخش ۳ حوزه ثبت ملک خرمدره خریداری از مالک رسمی اکبر ایوب کلانتری محرز گردیده است. لذا به منظور اطلاع عموم مراتب در دو نوبت به فاصله ۱۵ روز آگهی می‌شود. درصورتی‌که اشخاص نسبت به صدور سند مالکیت متقاضی اعتراضی داشته باشند، می‌توانند از تاریخ انتشار اولین آگهی به مدت دو ماه اعتراض خود را به این اداره تسلیم و پس از اخذ رسید، ظرف مدت یک ماه از تاریخ تسلیم اعتراض، دادخواست خود را به مراجع قضائی تقدیم کنند. بدیهی است درصورت انقضای مدت مذکور و عدم وصول اعتراض، طبق مقررات سند مالکیت صادر خواهد شد. [229, 512, 333, 580]
article-divider [352, 270, 430, 274]
divider-line [352, 491, 387, 492]
article-item [339, 387, 443, 486]
box-body: برابر رأی شماره ۱۴۰۲۶۰۳۲۷۰۰۸۰۰۴۷۲۰ هیأت اول/دوم موضوع قانون تعیین تکلیف وضعیت ثبتی اراضی و ساختمان‌های فاقد سند رسمی مستقر در واحد ثبتی حوزه ثبت ملک خرمدره تصرفات مالکانه بلامعارض متقاضی آقای علی ابراهیمی فرزند حسینعلی به شماره شناسنامه ۵۸۴ صادره از خرمدره در ششدانگ یک باب ساختمان به مساحت ۱۲۶/۴۷ مترمربع مفروز و مجزا شده از پلاک ۹۵ اصلی واقع در زنجان بخش ۳ حوزه ثبت ملک خرمدره خریداری از مالک رسمی اصغرالحسین تعمیری محرز گردیده است. لذا به منظور اطلاع عموم مراتب در دو نوبت به فاصله ۱۵ روز آگهی می‌شود. درصورتی‌که اشخاص نسبت به صدور سند مالکیت متقاضی اعتراضی داشته باشند، می‌توانند از تاریخ انتشار اولین آگهی به مدت دو ماه اعتراض خود را به این اداره تسلیم و پس از اخذ رسید، ظرف مدت یک ماه از تاریخ تسلیم اعتراض، دادخواست خود را به مراجع قضائی تقدیم کنند. بدیهی است درصورت انقضای مدت مذکور و عدم وصول اعتراض، طبق مقررات سند مالکیت صادر خواهد شد. [318, 671, 455, 735]
article-signature-row [339, 587, 443, 595]
article-signature-row [449, 426, 611, 430]
article-title: آگهی موضوع ماده ۳ قانون و ماده ۱۳ آیین‌نامه قانون تعیین تکلیف وضعیت ثبتی اراضی و ساختمان‌های فاقد سند رسمی [343, 167, 439, 183]
article-body: مدرک موقت پایان تحصیلات دوره کارشناسی رشته حقوق صادره از دانشگاه آزاد اسلامی واحد زنجان به نام محمدرضا محمدی فرزند قربانعلی مفقود گردیده و از درجه اعتبار ساقط است. [448, 524, 611, 533]
article-item [229, 167, 333, 266]
publish-date-first: تاریخ انتشار نوبت اول: ۱۴۰۲/۸/۱۶ [66, 427, 114, 432]
box-signature: ناصر کلانتری، رئیس ثبت اسناد و املاک حوزه ثبت ملک خرمدره [323, 902, 449, 908]
article-title: آگهی موضوع ماده ۳ قانون و ماده ۱۳ آیین‌نامه قانون تعیین تکلیف وضعیت ثبتی اراضی و ساختمان‌های فاقد سند رسمی [123, 479, 219, 494]
divider-line [352, 381, 387, 382]
divider-ornament-icon: ✳ [279, 378, 283, 384]
article-signature: ذبیح‌اله فضلی، رئیس ثبت اسناد و املاک شهرستان صومعه‌سرا [448, 349, 549, 354]
publish-date-second: تاریخ انتشار نوبت دوم: ۱۴۰۲/۹/۱ [448, 497, 494, 502]
article-signature-row [119, 570, 223, 578]
box-signature: ناصر کلانتری، رئیس ثبت اسناد و املاک حوزه ثبت ملک خرمدره [476, 749, 602, 755]
article-item [10, 260, 114, 290]
article-signature-row [339, 368, 443, 376]
divider-line [395, 601, 430, 602]
article-signature-row [449, 273, 611, 277]
publish-date-second: تاریخ انتشار نوبت دوم: ۱۴۰۲/۹/۱ [338, 252, 384, 257]
ad-box [160, 798, 309, 946]
divider-line [242, 271, 277, 272]
article-signature: ناصر کلانتری، رئیس ثبت اسناد و املاک حوزه ثبت ملک خرمدره [125, 460, 205, 469]
news-column [226, 56, 336, 640]
publish-dates [119, 564, 223, 568]
divider-line [66, 254, 101, 255]
reference-number: م‌الف: ۹۷/۲۳۷ [213, 131, 223, 140]
article-item [229, 277, 333, 376]
divider-line [66, 336, 101, 337]
publish-date-first: تاریخ انتشار نوبت اول: ۱۴۰۲/۸/۱۶ [176, 125, 223, 130]
ad-box [312, 645, 461, 793]
divider-line [285, 600, 320, 601]
publish-date-second: تاریخ انتشار نوبت دوم: ۱۴۰۲/۹/۱ [119, 344, 165, 349]
article-signature: علی آب‌یاری، رئیس اداره ثبت اسناد و املاک مسجدسلیمان [353, 477, 425, 486]
ad-box [465, 645, 614, 793]
divider-line [175, 144, 210, 145]
reference-number: م‌الف: ۹۱۰/۲۳۷ [321, 257, 333, 266]
divider-line [534, 206, 598, 207]
divider-ornament-icon: ✳ [279, 159, 283, 164]
publish-date-first: تاریخ انتشار نوبت اول: ۱۴۰۲/۸/۱۶ [395, 143, 443, 148]
divider-line [461, 436, 525, 437]
article-divider [462, 511, 598, 515]
article-item [119, 57, 223, 139]
article-body: برابر رأی شماره ۱۴۰۲۶۰۳۲۷۰۰۸۰۰۳۹۲۱ هیأت دوم موضوع قانون تعیین تکلیف وضعیت ثبتی اراضی و ساختمان‌های فاقد سند رسمی مستقر در واحد ثبتی حوزه ثبت ملک خرمدره تصرفات مالکانه بلامعارض متقاضی خانم فاطمه کریمی فرزند محمدعلی به شماره شناسنامه ۴۹۱۶ در ششدانگ یک قطعه زمین مزروعی به مساحت ۲۱۶/۵۸ مترمربع مفروز و مجزا شده از پلاک ۹۰ اصلی واقع در بخش ۳ حوزه ثبت ملک خرمدره خریداری از مالک رسمی اکبر ایوب کلانتری محرز گردیده است. لذا به منظور اطلاع عموم مراتب در دو نوبت به فاصله ۱۵ روز آگهی می‌شود. درصورتی‌که اشخاص نسبت به صدور سند مالکیت متقاضی اعتراضی داشته باشند، می‌توانند از تاریخ انتشار اولین آگهی به مدت دو ماه اعتراض خود را به این اداره تسلیم و پس از اخذ رسید، ظرف مدت یک ماه از تاریخ تسلیم اعتراض، دادخواست خود را به مراجع قضائی تقدیم کنند. بدیهی است درصورت انقضای مدت مذکور و عدم وصول اعتراض، طبق مقررات سند مالکیت صادر خواهد شد. [448, 146, 611, 189]
publish-date-second: تاریخ انتشار نوبت دوم: ۱۴۰۲/۹/۱ [338, 362, 384, 367]
article-item [119, 479, 223, 578]
divider-ornament-icon: ✳ [527, 280, 532, 285]
article-item [449, 58, 611, 124]
news-column-inner [336, 56, 445, 636]
article-divider [242, 489, 320, 493]
